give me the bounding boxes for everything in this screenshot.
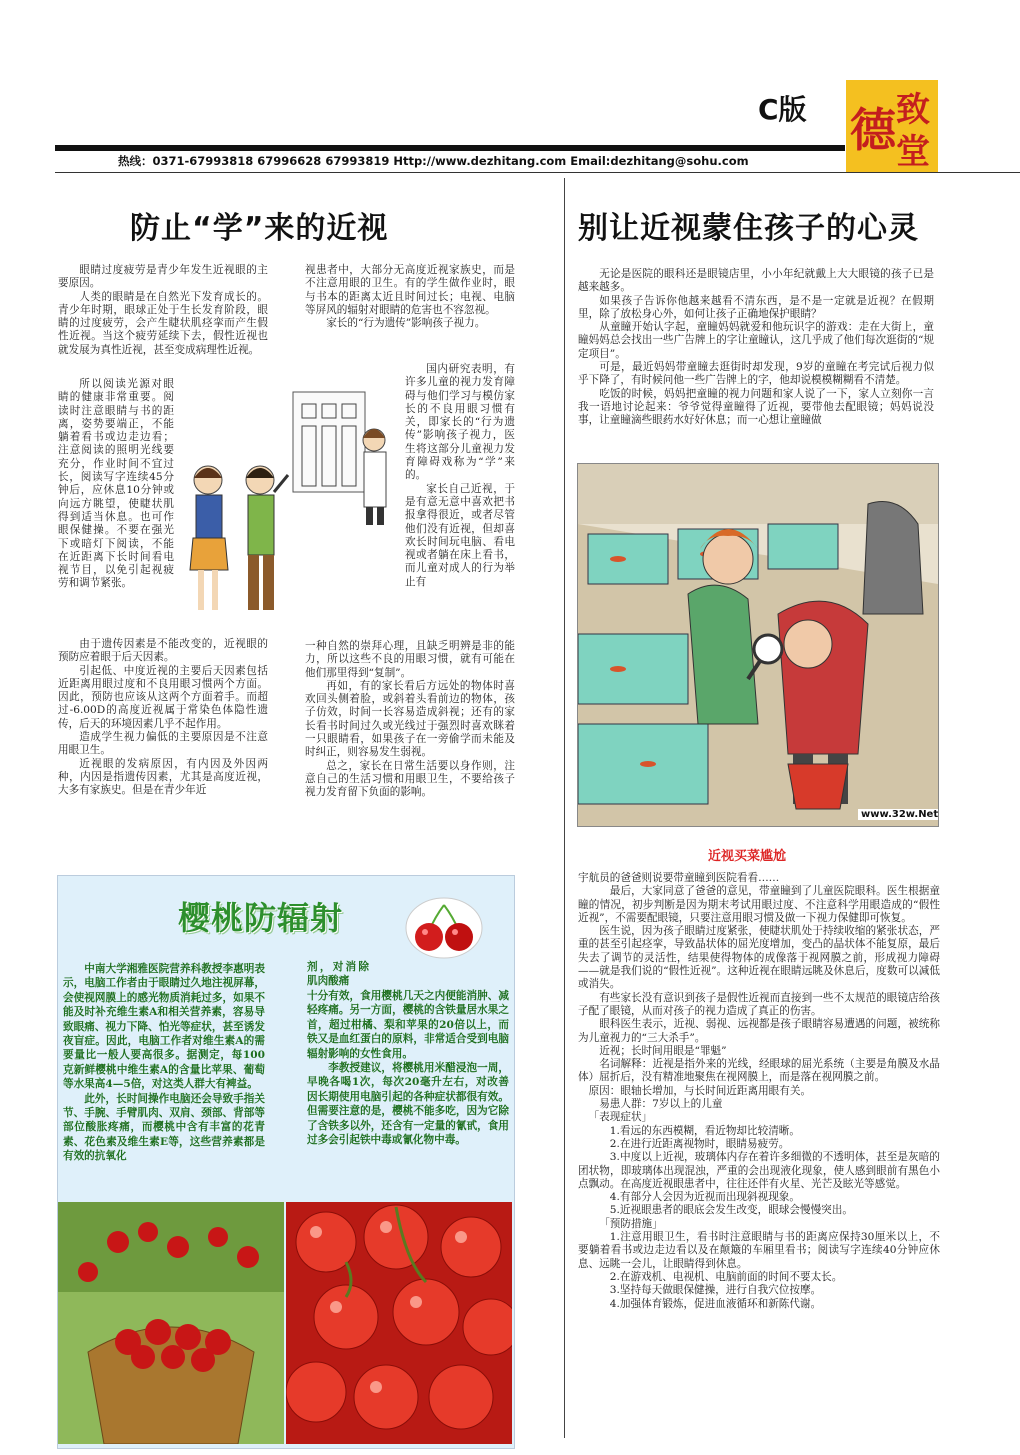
article4-col1 bbox=[63, 962, 265, 1164]
paragraph: 总之，家长在日常生活要以身作则，注意自己的生活习惯和用眼卫生，不要给孩子视力发育留下负面的影响。 bbox=[305, 759, 515, 799]
logo bbox=[846, 80, 938, 172]
article3-title: 近视买菜尴尬 bbox=[708, 849, 787, 864]
paragraph: 有些家长没有意识到孩子是假性近视而直接到一些不太规范的眼镜店给孩子配了眼镜，从而对孩子的视力造成了真正的伤害。 bbox=[578, 991, 940, 1017]
paragraph: 眼科医生表示，近视、弱视、远视都是孩子眼睛容易遭遇的问题，被统称为儿童视力的“三大杀手”。 bbox=[578, 1018, 940, 1044]
paragraph: 5.近视眼患者的眼底会发生改变，眼球会慢慢突出。 bbox=[609, 1204, 853, 1217]
paragraph: 宇航员的爸爸则说要带童瞳到医院看看…… bbox=[578, 872, 780, 884]
paragraph: 眼睛过度疲劳是青少年发生近视眼的主要原因。 bbox=[58, 264, 268, 290]
paragraph: 4.加强体育锻炼，促进血液循环和新陈代谢。 bbox=[609, 1297, 822, 1310]
article1-col2-bottom bbox=[305, 640, 515, 800]
column-divider bbox=[564, 178, 565, 1438]
hotline-rule bbox=[55, 172, 1020, 173]
logo-char-de: 德 bbox=[850, 103, 896, 157]
article4-col2 bbox=[307, 989, 509, 1147]
cherry-closeup-photo bbox=[286, 1202, 512, 1444]
paragraph: 剂，对消除肌肉酸痛 bbox=[307, 961, 369, 988]
paragraph: 由于遗传因素是不能改变的，近视眼的预防应着眼于后天因素。 bbox=[58, 638, 268, 664]
paragraph: 造成学生视力偏低的主要原因是不注意用眼卫生。 bbox=[58, 731, 268, 757]
paragraph: 吃饭的时候，妈妈把童瞳的视力问题和家人说了一下，家人立刻你一言我一语地讨论起来：爷爷觉得童瞳得了近视，要带他去配眼镜；妈妈说没事，让童瞳滴些眼药水好好休息；而一心想让童瞳做 bbox=[578, 387, 934, 427]
paragraph: 家长的“行为遗传”影响孩子视力。 bbox=[326, 317, 486, 330]
edition-label: C版 bbox=[758, 93, 807, 126]
paragraph: 可是，最近妈妈带童瞳去逛街时却发现，9岁的童瞳在考完试后视力似乎下降了，有时候问他一些广告牌上的字，他却说模模糊糊看不清楚。 bbox=[578, 361, 934, 387]
paragraph: 1.注意用眼卫生，看书时注意眼睛与书的距离应保持30厘米以上，不要躺着看书或边走边看以及在颠簸的车厢里看书；阅读写字连续40分钟应休息、远眺一会儿，让眼睛得到休息。 bbox=[578, 1231, 940, 1270]
paragraph: 李教授建议，将樱桃用米醋浸泡一周，早晚各喝1次，每次20毫升左右，对改善因长期使用电脑引起的各种症状都很有效。但需要注意的是，樱桃不能多吃，因为它除了含铁多以外，还含有一定量的氰甙，食用过多会引起铁中毒或氰化物中毒。 bbox=[307, 1062, 509, 1147]
paragraph: 医生说，因为孩子眼睛过度紧张，使睫状肌处于持续收缩的紧张状态，严重的甚至引起痉挛，导致晶状体的屈光度增加，变凸的晶状体不能复原，最后失去了调节的灵活性，结果使得物体的成像落于视网膜之前，形成视力障碍——就是我们说的“假性近视”。这种近视在眼睛远眺及休息后，度数可以减低或消失。 bbox=[578, 925, 940, 991]
article3-body bbox=[578, 872, 940, 1311]
paragraph: 1.看远的东西模糊，看近物却比较清晰。 bbox=[609, 1124, 800, 1137]
article1-col1-narrow bbox=[58, 378, 174, 591]
cherry-small-icon bbox=[405, 897, 483, 959]
article1-col1-bottom bbox=[58, 638, 268, 798]
paragraph: 引起低、中度近视的主要后天因素包括近距离用眼过度和不良用眼习惯两个方面。因此，预防也应该从这两个方面着手。而超过-6.00D的高度近视属于常染色体隐性遗传，后天的环境因素几乎不起作用。 bbox=[58, 664, 268, 730]
paragraph: 国内研究表明，有许多儿童的视力发育障碍与他们学习与模仿家长的不良用眼习惯有关，即家长的“行为遗传”影响孩子视力，医生将这部分儿童视力发育障碍戏称为“学”来的。 bbox=[405, 363, 515, 482]
cartoon-watermark: www.32w.Net bbox=[858, 809, 939, 820]
paragraph: 「表现症状」 bbox=[588, 1111, 653, 1124]
paragraph: 中南大学湘雅医院营养科教授李惠明表示，电脑工作者由于眼睛过久地注视屏幕，会使视网膜上的感光物质消耗过多，如果不能及时补充维生素A和相关营养素，容易导致眼痛、视力下降、怕光等症状，甚至诱发夜盲症。因此，电脑工作者对维生素A的需要量比一般人要高很多。据测定，每100克新鲜樱桃中维生素A的含量比苹果、葡萄等水果高4—5倍，对这类人群大有裨益。 bbox=[63, 963, 265, 1091]
paragraph: 十分有效，食用樱桃几天之内便能消肿、减轻疼痛。另一方面，樱桃的含铁量居水果之首，超过柑橘、梨和苹果的20倍以上，而铁又是血红蛋白的原料，非常适合受到电脑辐射影响的女性食用。 bbox=[307, 990, 509, 1060]
logo-char-zhi: 致 bbox=[896, 90, 930, 130]
paragraph: 近视；长时间用眼是“罪魁” bbox=[599, 1044, 727, 1057]
article1-col1-top bbox=[58, 264, 268, 357]
paragraph: 一种自然的崇拜心理，且缺乏明辨是非的能力，所以这些不良的用眼习惯，就有可能在他们那里得到“复制”。 bbox=[305, 640, 515, 679]
paragraph: 所以阅读光源对眼睛的健康非常重要。阅读时注意眼睛与书的距离，姿势要端正，不能躺着看书或边走边看；注意阅读的照明光线要充分，作业时间不宜过长，阅读写字连续45分钟后，应休息10分钟或向远方眺望，使睫状肌得到适当休息。也可作眼保健操。不要在强光下或暗灯下阅读，不能在近距离下长时间看电视节目，以免引起视疲劳和调节紧张。 bbox=[58, 378, 174, 590]
hotline-text: 热线：0371-67993818 67996628 67993819 Http://www.dezhitang.com Email:dezhitang@sohu.com bbox=[118, 154, 749, 168]
article4-title: 樱桃防辐射 bbox=[178, 899, 344, 937]
paragraph: 2.在进行近距离视物时，眼睛易疲劳。 bbox=[609, 1137, 790, 1150]
paragraph: 人类的眼睛是在自然光下发育成长的。青少年时期，眼球正处于生长发育阶段，眼睛的过度疲劳，会产生睫状肌痉挛而产生假性近视。当这个疲劳延续下去，假性近视也就发展为真性近视，甚至变成病理性近视。 bbox=[58, 290, 268, 356]
logo-char-tang: 堂 bbox=[896, 132, 930, 172]
paragraph: 最后，大家同意了爸爸的意见，带童瞳到了儿童医院眼科。医生根据童瞳的情况，初步判断是因为期末考试用眼过度、不注意科学用眼造成的“假性近视”，不需要配眼镜，只要注意用眼习惯及做一下视力保健即可恢复。 bbox=[578, 885, 940, 924]
paragraph: 如果孩子告诉你他越来越看不清东西，是不是一定就是近视？在假期里，除了放松身心外，如何让孩子正确地保护眼睛？ bbox=[578, 294, 934, 320]
paragraph: 视患者中，大部分无高度近视家族史，而是不注意用眼的卫生。有的学生做作业时，眼与书本的距离太近且时间过长；电视、电脑等屏风的辐射对眼睛的危害也不容忽视。 bbox=[305, 264, 515, 316]
paragraph: 4.有部分人会因为近视而出现斜视现象。 bbox=[609, 1191, 800, 1204]
eye-test-illustration bbox=[178, 380, 403, 638]
paragraph: 再如，有的家长看后方远处的物体时喜欢回头侧着脸，或斜着头看前边的物体，孩子仿效，时间一长容易造成斜视；还有的家长看书时间过久或光线过于强烈时喜欢眯着一只眼睛看，如果孩子在一旁偷学而未能及时纠正，则容易发生弱视。 bbox=[305, 679, 515, 759]
cherry-basket-photo bbox=[58, 1202, 284, 1444]
paragraph: 无论是医院的眼科还是眼镜店里，小小年纪就戴上大大眼镜的孩子已是越来越多。 bbox=[578, 268, 934, 294]
header-rule bbox=[55, 145, 845, 151]
article2-body bbox=[578, 268, 934, 428]
cartoon-drawing bbox=[578, 464, 938, 826]
article1-col2-top bbox=[305, 264, 515, 330]
paragraph: 名词解释：近视是指外来的光线，经眼球的屈光系统（主要是角膜及水晶体）屈折后，没有精准地聚焦在视网膜上，而是落在视网膜之前。 bbox=[578, 1058, 940, 1084]
paragraph: 「预防措施」 bbox=[599, 1217, 663, 1230]
paragraph: 2.在游戏机、电视机、电脑前面的时间不要太长。 bbox=[609, 1270, 843, 1283]
paragraph: 此外，长时间操作电脑还会导致手指关节、手腕、手臂肌肉、双肩、颈部、背部等部位酸胀疼痛，而樱桃中含有丰富的花青素、花色素及维生素E等，这些营养素都是有效的抗氧化 bbox=[63, 1092, 265, 1163]
paragraph: 原因：眼轴长增加，与长时间近距离用眼有关。 bbox=[588, 1084, 812, 1097]
article1-title: 防止“学”来的近视 bbox=[130, 211, 389, 246]
paragraph: 从童瞳开始认字起，童瞳妈妈就爱和他玩识字的游戏：走在大街上，童瞳妈妈总会找出一些广告牌上的字让童瞳认，这几乎成了他们每次逛街的“规定项目”。 bbox=[578, 321, 934, 360]
article2-title: 别让近视蒙住孩子的心灵 bbox=[578, 211, 919, 246]
paragraph: 家长自己近视，于是有意无意中喜欢把书报拿得很近，或者尽管他们没有近视，但却喜欢长时间玩电脑、看电视或者躺在床上看书，而儿童对成人的行为举止有 bbox=[405, 482, 515, 588]
paragraph: 3.中度以上近视，玻璃体内存在着许多细微的不透明体，甚至是灰暗的团状物，即玻璃体出现混浊，严重的会出现液化现象，使人感到眼前有黑色小点飘动。在高度近视眼患者中，往往还伴有火星、光芒及眩光等感觉。 bbox=[578, 1151, 940, 1190]
paragraph: 近视眼的发病原因，有内因及外因两种，内因是指遗传因素，尤其是高度近视，大多有家族史。但是在青少年近 bbox=[58, 757, 268, 797]
article1-col2-narrow bbox=[405, 363, 515, 589]
article4-col2-narrow bbox=[307, 960, 369, 989]
paragraph: 3.坚持每天做眼保健操，进行自我穴位按摩。 bbox=[609, 1284, 822, 1297]
paragraph: 易患人群：7岁以上的儿童 bbox=[599, 1098, 723, 1111]
fish-market-cartoon bbox=[577, 463, 939, 827]
